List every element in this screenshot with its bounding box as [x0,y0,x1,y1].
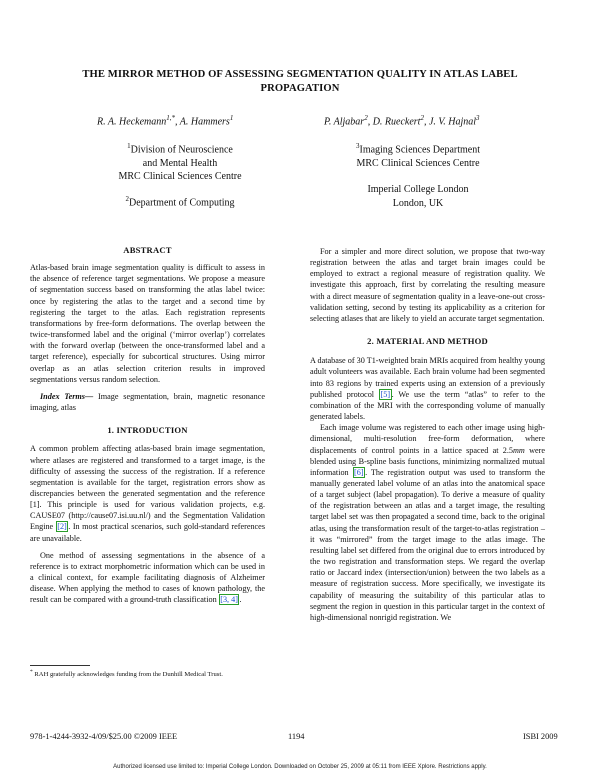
aff3-line3: Imperial College London [367,184,469,196]
author-hammers-sup: 1 [229,114,234,122]
abstract-text: Atlas-based brain image segmentation quality is difficult to assess in the absence of reference target segmentations. We propose a measure of segmentation success based on transforming the atlas label twice: once by registering the atlas to the target and a second time by registering the target to the atlas. Each registration represents transformations by free-form deformations. The overlap between the twice-transformed label and the original (‘mirror overlap’) correlates with the forward overlap (between the once-transformed label and a target reference), especially for subcortical structures. Using mirror overlap as an atlas selection criterion results in improved segmentations versus random selection. [30,263,265,384]
intro-p1-b: . In most practical scenarios, such gold-standard references are unavailable. [30,522,265,543]
intro-p2-a: One method of assessing segmentations in the absence of a reference is to extract morphometric information which can be used in a clinical context, for example facilitating diagnosis of Alzheimer disease. When applying the method to cases of known pathology, the result can be compared with a ground-truth classification [30,550,265,605]
intro-heading: 1. INTRODUCTION [107,425,188,436]
citation-link[interactable]: [3, 4] [220,595,238,605]
author-heckemann-sup: 1,* [166,114,175,122]
intro-p2-b: . [239,595,242,605]
left-column [30,245,265,606]
author-hajnal: , J. V. Hajnal [423,116,477,128]
license-notice: Authorized licensed use limited to: Imperial College London. Downloaded on October 25, 2009 at 05:11 from IEEE Xplore. Restrictions apply. [113,764,487,770]
footnote-rule [30,665,90,666]
aff2-line1: Department of Computing [128,197,235,209]
affiliation-1 [80,140,280,184]
author-rueckert: , D. Rueckert [367,116,421,128]
footnote [30,669,223,678]
method-p1-a: A database of 30 T1-weighted brain MRIs acquired from healthy young adult volunteers was available. Each brain volume had been segmented into 83 regions by trained experts using an extension of a previously published protocol [310,356,545,399]
citation-link[interactable]: [6] [354,467,364,477]
affiliation-3 [318,140,518,210]
authors-left [97,114,233,127]
author-rueckert-sup: 2 [420,114,424,122]
footnote-mark: * [30,669,33,675]
abstract-heading: ABSTRACT [123,245,172,255]
aff3-line4: London, UK [392,197,444,209]
method-paragraph-2 [310,422,545,623]
paper-title: THE MIRROR METHOD OF ASSESSING SEGMENTATION QUALITY IN ATLAS LABEL PROPAGATION [82,69,518,94]
method-p2-a: Each image volume was registered to each other image using high-dimensional, multi-resolution free-form deformation, where displacements of control points in a lattice spaced at 2.5 [310,423,545,455]
intro-paragraph-1 [30,443,265,543]
right-intro-paragraph: For a simpler and more direct solution, we propose that two-way registration between the atlas and target brain images could be employed to extract a regional measure of registration quality. We investigate this approach, first by correlating the resulting measure with a direct measure of segmentation quality in a leave-one-out cross-validation setting, second by testing its applicability as a criterion for selecting atlases that are likely to yield an accurate target segmentation. [310,247,545,323]
aff3-line1: Imaging Sciences Department [359,144,480,156]
index-terms-text: Image segmentation, brain, magnetic resonance imaging, atlas [30,391,265,413]
method-p2-b: were blended using B-spline basis functions, minimizing normalized mutual information [310,445,545,477]
aff3-line2: MRC Clinical Sciences Centre [356,157,480,169]
author-heckemann: R. A. Heckemann [97,116,167,128]
aff1-line1: Division of Neuroscience [130,144,233,156]
index-terms-label: Index Terms— [40,391,94,401]
footer-isbn: 978-1-4244-3932-4/09/$25.00 ©2009 IEEE [30,732,178,741]
method-paragraph-1 [310,355,545,422]
footer-venue: ISBI 2009 [523,732,558,741]
intro-paragraph-2 [30,550,265,606]
authors-right [324,114,480,127]
author-aljabar: P. Aljabar [324,116,365,128]
author-aljabar-sup: 2 [364,114,368,122]
intro-p1-a: A common problem affecting atlas-based brain image segmentation, where atlases are registered and transformed to a target image, is the difficulty of assessing the success of the registration. If a reference segmentation is available for the target, registration errors show as discrepancies between the generated segmentation and the reference [1]. This principle is used for various validation projects, e.g. CAUSE07 (http://cause07.isi.uu.nl/) and the Segmentation Validation Engine [30,444,265,532]
right-column [310,246,545,623]
footer-page-number: 1194 [288,732,305,741]
method-p1-b: . We use the term “atlas” to refer to the combination of the MRI with the corresponding volume of manually generated labels. [310,389,546,422]
aff1-line2: and Mental Health [142,157,218,169]
aff1-num: 1 [127,142,131,150]
method-heading: 2. MATERIAL AND METHOD [367,336,488,347]
method-p2-c: . The registration output was used to transform the manually generated label volume of an atlas into the anatomical space of a target subject (label propagation). To derive a measure of quality of the registration between an atlas and a target image, the resulting target label set was then propagated a second time, back to the original atlas, using the transformation result of the target-to-atlas registration – it was “mirrored” from the target image to the atlas image. The resulting label set differed from the original due to errors introduced by the two registration and transformation steps. We regard the overlap ratio or Jaccard index (intersection/union) between the two labels as a measure of registration success. More specifically, we investigate its capability of measuring the suitability of this particular atlas to segment the region in question in this particular target in the context of high-dimensional nonrigid registration. We [310,467,545,622]
aff2-num: 2 [125,195,129,203]
aff1-line3: MRC Clinical Sciences Centre [118,171,242,183]
footnote-text: RAH gratefully acknowledges funding from the Dunhill Medical Trust. [34,671,223,679]
author-hammers: , A. Hammers [174,116,230,128]
method-p2-unit: mm [513,445,525,455]
citation-link[interactable]: [2] [57,522,67,532]
index-terms [30,391,265,413]
author-hajnal-sup: 3 [476,114,480,122]
aff3-num: 3 [355,142,360,150]
affiliation-2 [80,193,280,210]
citation-link[interactable]: [5] [380,389,391,399]
